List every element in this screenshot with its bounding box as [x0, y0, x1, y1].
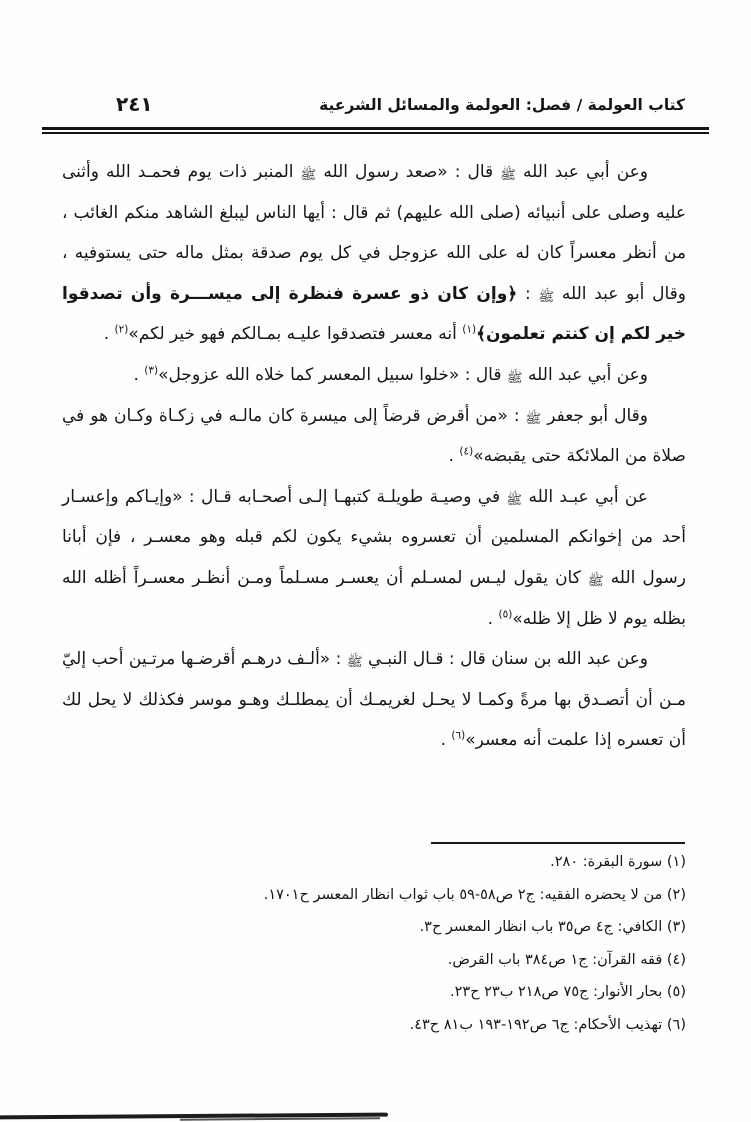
text-segment: : «ألـف درهـم أقرضـها مرتـين أحب إليّ مـن أن أتصـدق بها مرةً وكمـا لا يحـل لغريمـك أن يمطلـك وهـو موسر فكذلك لا يحل لك أن تعسره إذا علمت أنه معسر» [62, 649, 686, 751]
honorific-mark: ﷺ [346, 655, 363, 671]
text-segment: في وصيـة طويلـة كتبهـا إلـى أصحـابه قـال : «وإيـاكم وإعسـار أحد من إخوانكم المسلمين أن تعسروه بشيء يكون لكم قبله وهو معسـر ، فإن أبانا رسول الله [62, 486, 687, 588]
footnote-marker: (٣) [662, 919, 686, 936]
scan-edge-artifact-2 [180, 1117, 380, 1120]
footnote-text: بحار الأنوار: ج٧٥ ص٢١٨ ب٢٣ ح٢٣. [450, 984, 663, 1001]
quran-verse-segment: ﴿وإن كان ذو عسرة فنظرة إلى ميســـرة وأن تصدقوا خير لكم إن كنتم تعلمون﴾ [62, 283, 686, 345]
header-rule-top [42, 127, 709, 130]
footnote-line [62, 846, 686, 879]
paragraph [62, 355, 686, 396]
text-segment: . [133, 364, 145, 385]
text-segment: قال : «صعد رسول الله [316, 162, 501, 182]
footnote-line [62, 976, 686, 1009]
footnote-text: سورة البقرة: ٢٨٠. [550, 854, 663, 870]
footnote-separator-rule [431, 842, 685, 844]
footnote-marker: (٤) [662, 951, 686, 968]
footnote-marker: (٥) [662, 984, 686, 1001]
text-segment: المنبر ذات يوم فحمـد الله وأثنى عليه وصلى على أنبيائه (صلى الله عليهم) ثم قال : أيها الناس ليبلغ الشاهد منكم الغائب ، من أنظر معسراً كان له على الله عزوجل في كل يوم صدقة بمثل ماله حتى يستوفيه ، وقال أبو عبد الله [62, 162, 686, 304]
text-segment: كان يقول ليـس لمسـلم أن يعسـر مسـلماً ومـن أنظـر معسـراً أظله الله بظله يوم لا ظل إلا ظله» [62, 567, 686, 629]
honorific-mark: ﷺ [300, 168, 317, 183]
honorific-mark: ﷺ [500, 168, 516, 183]
footnote-marker: (٢) [662, 886, 686, 903]
text-segment: . [103, 324, 115, 345]
footnote-text: فقه القرآن: ج١ ص٣٨٤ باب القرض. [447, 951, 663, 968]
page-number: ٢٤١ [116, 92, 153, 116]
text-segment: : [517, 283, 539, 304]
text-segment: وعن عبد الله بن سنان قال : قـال النبـي [362, 649, 648, 670]
honorific-mark: ﷺ [506, 370, 523, 386]
paragraph [62, 152, 686, 355]
text-segment: . [487, 608, 499, 629]
text-segment: . [448, 446, 460, 467]
footnote-marker: (٦) [662, 1016, 686, 1033]
text-segment: أنه معسر فتصدقوا عليـه بمـالكم فهو خير لكم» [128, 324, 463, 345]
footnote-marker: (١) [662, 854, 686, 870]
running-header-title: كتاب العولمة / فصل: العولمة والمسائل الشرعية [319, 96, 685, 114]
footnote-line [62, 911, 686, 944]
footnote-line [62, 879, 686, 912]
footnote-line [62, 1009, 686, 1042]
footnote-text: تهذيب الأحكام: ج٦ ص١٩٢-١٩٣ ب٨١ ح٤٣. [409, 1016, 663, 1033]
honorific-mark: ﷺ [506, 492, 523, 508]
text-segment: وعن أبي عبد الله [515, 162, 648, 182]
honorific-mark: ﷺ [587, 573, 604, 589]
footnote-reference: (١) [462, 323, 477, 336]
text-segment: عن أبي عبـد الله [522, 486, 648, 507]
footnote-text: من لا يحضره الفقيه: ج٢ ص٥٨-٥٩ باب ثواب انظار المعسر ح١٧٠١. [263, 886, 663, 903]
body-text [62, 152, 686, 761]
text-segment: قال : «خلوا سبيل المعسر كما خلاه الله عزوجل» [158, 364, 507, 385]
text-segment: : «من أقرض قرضاً إلى ميسرة كان مالـه في زكـاة وكـان هو في صلاة من الملائكة حتى يقبضه» [62, 405, 686, 467]
honorific-mark: ﷺ [525, 411, 542, 427]
text-segment: وعن أبي عبد الله [522, 364, 648, 385]
text-segment: وقال أبو جعفر [541, 405, 648, 426]
footnote-reference: (٢) [114, 323, 129, 336]
paragraph [62, 639, 686, 761]
footnote-reference: (٦) [451, 729, 466, 742]
text-segment: . [440, 730, 452, 751]
header-double-rule [42, 127, 709, 135]
paragraph [62, 477, 686, 639]
footnotes-section [62, 846, 686, 1042]
header-rule-bottom [42, 132, 709, 134]
footnote-reference: (٤) [459, 445, 474, 458]
paragraph [62, 396, 686, 477]
honorific-mark: ﷺ [538, 289, 555, 305]
footnote-text: الكافي: ج٤ ص٣٥ باب انظار المعسر ح٣. [419, 919, 663, 936]
footnote-line [62, 944, 686, 977]
footnote-reference: (٥) [498, 607, 513, 620]
footnote-reference: (٣) [144, 364, 159, 377]
